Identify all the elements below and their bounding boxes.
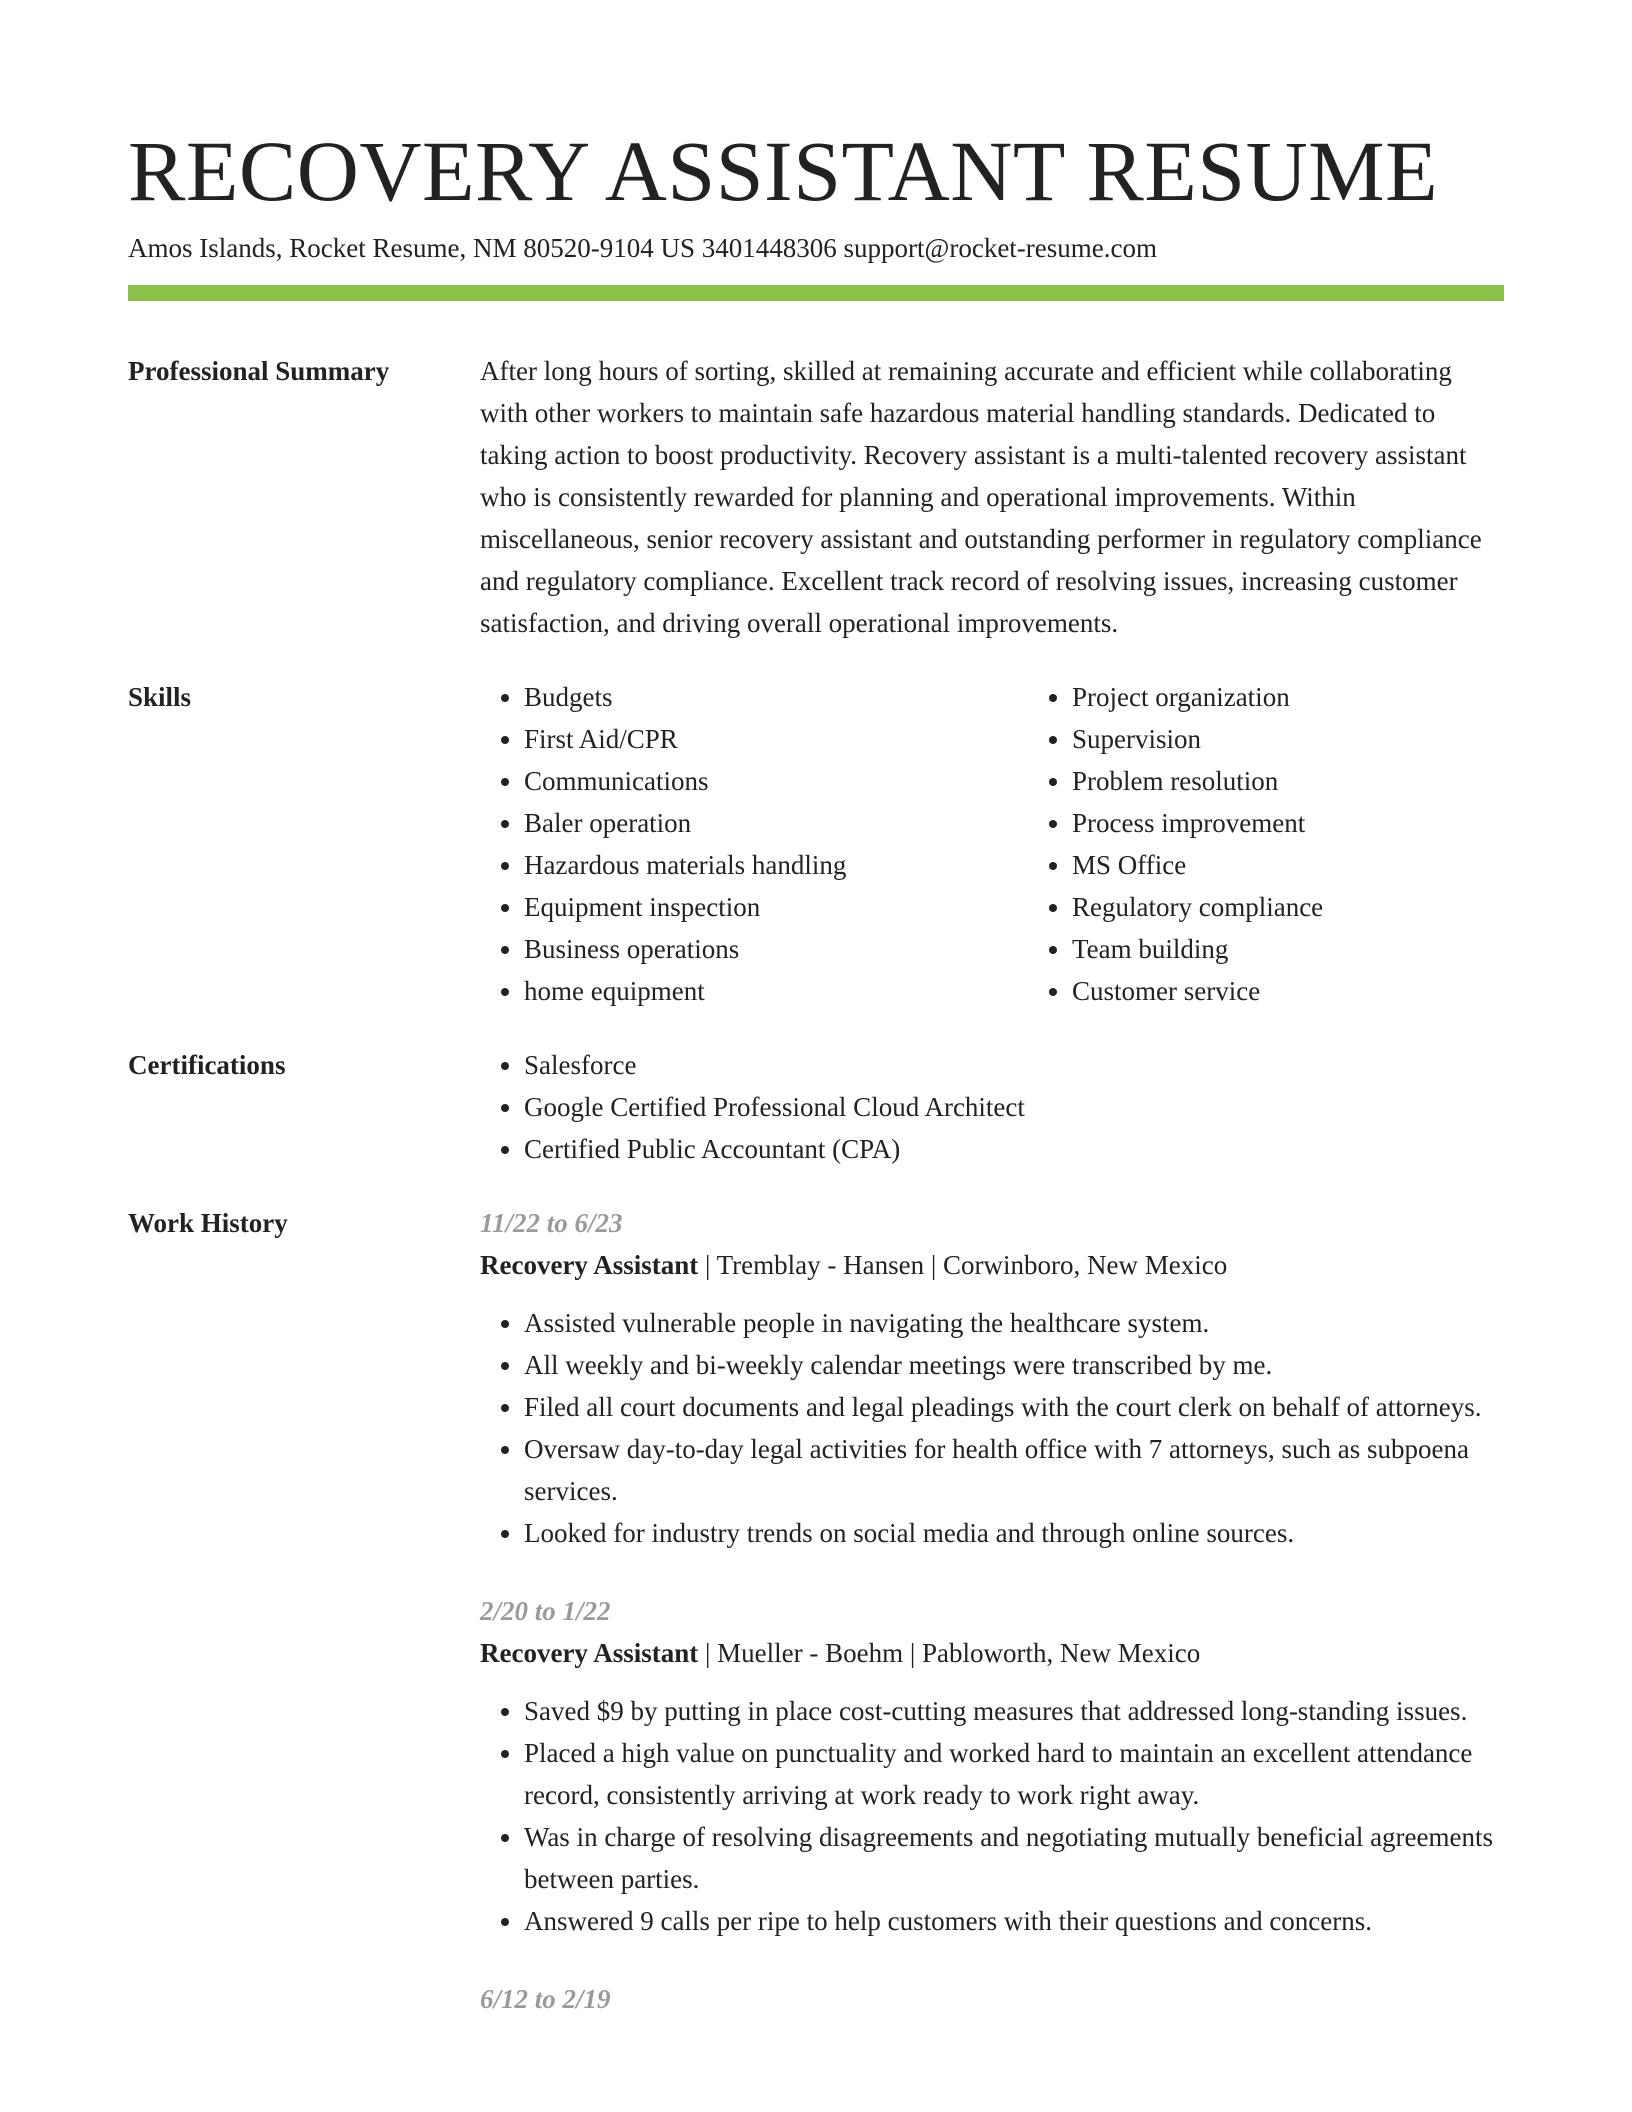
skill-item: • Regulatory compliance	[1072, 886, 1504, 928]
job-duty: • Placed a high value on punctuality and worked hard to maintain an excellent attendance record, consistently arriving at work ready to work right away.	[524, 1732, 1504, 1816]
resume-content	[128, 350, 1504, 2088]
skill-item: • Baler operation	[524, 802, 1028, 844]
skills-grid	[480, 676, 1504, 1012]
skill-item: • Hazardous materials handling	[524, 844, 1028, 886]
job-title: Recovery Assistant	[480, 1638, 699, 1668]
job-duty: • Answered 9 calls per ripe to help customers with their questions and concerns.	[524, 1900, 1504, 1942]
job-entry	[480, 1590, 1504, 1942]
resume-title: RECOVERY ASSISTANT RESUME	[128, 123, 1439, 219]
contact-email: support@rocket-resume.com	[843, 233, 1158, 263]
job-dates: 11/22 to 6/23	[480, 1208, 623, 1238]
job-duty: • Looked for industry trends on social media and through online sources.	[524, 1512, 1504, 1554]
skill-item: • MS Office	[1072, 844, 1504, 886]
summary-text: After long hours of sorting, skilled at remaining accurate and efficient while collaborating with other workers to maintain safe hazardous material handling standards. Dedicated to taking action to boost productivity. Recovery assistant is a multi-talented recovery assistant who is consistently rewarded for planning and operational improvements. Within miscellaneous, senior recovery assistant and outstanding performer in regulatory compliance and regulatory compliance. Excellent track record of resolving issues, increasing customer satisfaction, and driving overall operational improvements.	[480, 356, 1482, 638]
job-dates: 6/12 to 2/19	[480, 1984, 611, 2014]
skills-heading: Skills	[128, 682, 192, 712]
skill-item: • First Aid/CPR	[524, 718, 1028, 760]
job-duty: • All weekly and bi-weekly calendar meetings were transcribed by me.	[524, 1344, 1504, 1386]
skill-item: • Project organization	[1072, 676, 1504, 718]
skill-item: • Supervision	[1072, 718, 1504, 760]
skill-item: • Budgets	[524, 676, 1028, 718]
certifications-heading: Certifications	[128, 1050, 286, 1080]
skill-item: • home equipment	[524, 970, 1028, 1012]
skills-section	[128, 676, 1504, 1012]
job-dates: 2/20 to 1/22	[480, 1596, 611, 1626]
job-duty: • Saved $9 by putting in place cost-cutting measures that addressed long-standing issues.	[524, 1690, 1504, 1732]
skill-item: • Process improvement	[1072, 802, 1504, 844]
contact-line	[128, 230, 1157, 266]
contact-address: Amos Islands, Rocket Resume, NM 80520-9104 US	[128, 233, 695, 263]
job-duties	[480, 1302, 1504, 1554]
certification-item: • Google Certified Professional Cloud Architect	[524, 1086, 1504, 1128]
skill-item: • Business operations	[524, 928, 1028, 970]
job-duty: • Was in charge of resolving disagreements and negotiating mutually beneficial agreements between parties.	[524, 1816, 1504, 1900]
skill-item: • Problem resolution	[1072, 760, 1504, 802]
skill-item: • Equipment inspection	[524, 886, 1028, 928]
certifications-section	[128, 1044, 1504, 1170]
job-location: | Corwinboro, New Mexico	[924, 1250, 1227, 1280]
skill-item: • Team building	[1072, 928, 1504, 970]
skills-list-left	[480, 676, 1028, 1012]
job-heading	[480, 1244, 1504, 1286]
work-history-section	[128, 1202, 1504, 2056]
job-duties	[480, 1690, 1504, 1942]
certifications-list	[480, 1044, 1504, 1170]
job-title: Recovery Assistant	[480, 1250, 699, 1280]
job-location: | Pabloworth, New Mexico	[903, 1638, 1200, 1668]
job-duty: • Assisted vulnerable people in navigating the healthcare system.	[524, 1302, 1504, 1344]
job-entry	[480, 1978, 1504, 2020]
job-company: | Tremblay - Hansen	[698, 1250, 924, 1280]
certification-item: • Certified Public Accountant (CPA)	[524, 1128, 1504, 1170]
job-heading	[480, 1632, 1504, 1674]
header-divider	[128, 285, 1504, 301]
summary-section	[128, 350, 1504, 644]
skill-item: • Communications	[524, 760, 1028, 802]
skill-item: • Customer service	[1072, 970, 1504, 1012]
certification-item: • Salesforce	[524, 1044, 1504, 1086]
summary-heading: Professional Summary	[128, 356, 390, 386]
work-history-heading: Work History	[128, 1208, 288, 1238]
contact-phone: 3401448306	[701, 233, 837, 263]
job-duty: • Oversaw day-to-day legal activities for health office with 7 attorneys, such as subpoena services.	[524, 1428, 1504, 1512]
job-entry	[480, 1202, 1504, 1554]
skills-list-right	[1028, 676, 1504, 1012]
job-duty: • Filed all court documents and legal pleadings with the court clerk on behalf of attorneys.	[524, 1386, 1504, 1428]
job-company: | Mueller - Boehm	[698, 1638, 903, 1668]
